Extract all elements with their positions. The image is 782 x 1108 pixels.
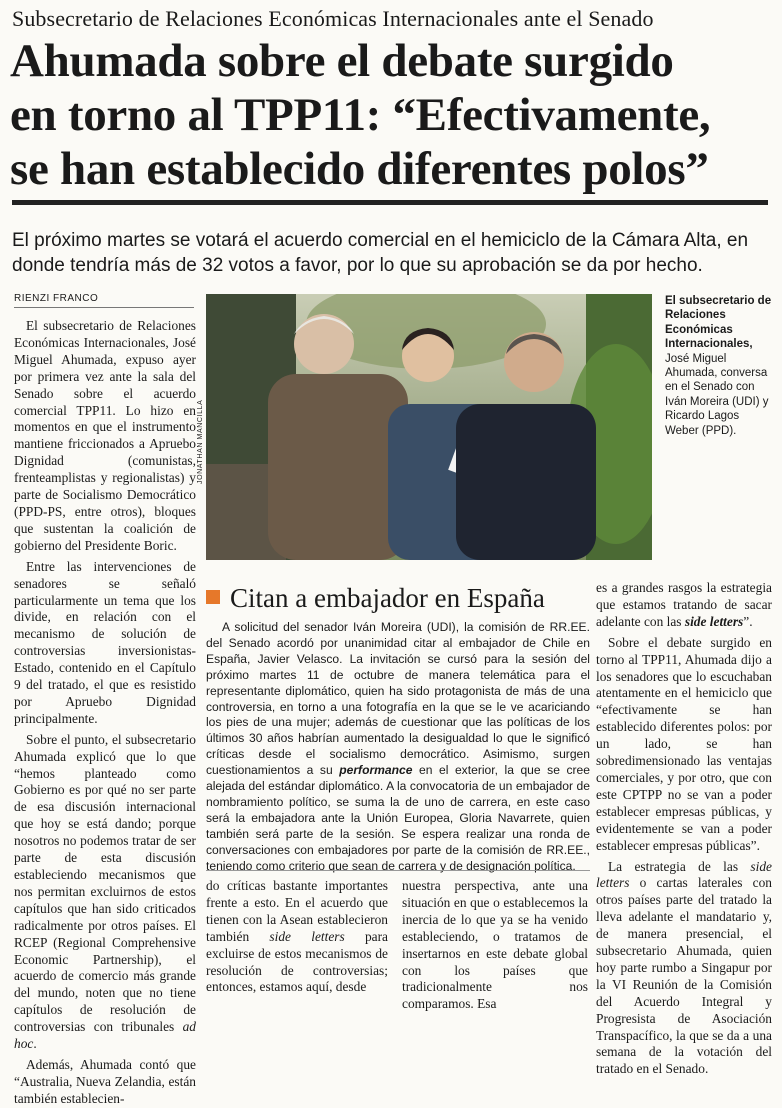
text: para excluirse de estos mecanismos de resolución de controversias; entonces, estamos aquí, desde [206, 928, 388, 995]
paragraph [206, 878, 388, 996]
italic-text: side letters [269, 928, 345, 944]
text: La estrategia de las [608, 858, 739, 874]
headline-rule [12, 200, 768, 205]
paragraph [206, 620, 590, 875]
article-column-1 [14, 318, 196, 1108]
caption-bold: El subsecretario de Relaciones Económicas Internacionales, [665, 295, 772, 351]
article-column-3 [402, 878, 588, 1013]
box-rule [206, 870, 590, 871]
paragraph: Sobre el debate surgido en torno al TPP11, Ahumada dijo a los senadores que lo escuchaban atentamente en el hemiciclo que “efectivamente se han establecido diferentes polos: por un lado, se han sobredimensionado las ventajas comerciales, y por otro, que con este CPTPP no se van a poder establecer empresas públicas, y evidentemente se van a poder establecer empresas públicas”. [596, 634, 772, 853]
italic-text: side letters [684, 613, 744, 629]
article-column-4 [596, 580, 772, 1078]
paragraph [596, 580, 772, 631]
article-column-2 [206, 878, 388, 996]
news-photo [206, 294, 652, 560]
box-text [206, 620, 590, 875]
italic-text: side letters [596, 858, 772, 891]
byline: RIENZI FRANCO [14, 293, 194, 308]
paragraph: El subsecretario de Relaciones Económicas Internacionales, José Miguel Ahumada, expuso ayer por primera vez ante la sala del Senado sobre el acuerdo comercial TPP11. Lo hizo en momentos en que el instrumento mantiene friccionados a Apruebo Dignidad (comunistas, frenteamplistas y regionalistas) y parte de Socialismo Democrático (PPD-PS, entre otros), bloques que sustentan la coalición de gobierno del Presidente Boric. [14, 318, 196, 553]
headline-line: se han establecido diferentes polos” [10, 143, 709, 195]
photo-caption [665, 294, 773, 438]
text: Sobre el punto, el subsecretario Ahumada explicó que lo que “hemos planteado como Gobierno es por qué no ser parte de esa discusión internacional que hoy se está dando; porque nosotros no podemos tratar de ser parte de esta discusión estableciendo mecanismos que nos permitan excluirnos de estos capítulos que han sido criticados radicalmente por otros países. El RCEP (Regional Comprehensive Economic Partnership), el acuerdo de comercio más grande del mundo, noten que no tiene capítulos de resolución de controversias con tribunales [14, 731, 196, 1035]
caption-text: José Miguel Ahumada, conversa en el Senado con Iván Moreira (UDI) y Ricardo Lagos Weber (PPD). [665, 352, 769, 437]
text: A solicitud del senador Iván Moreira (UDI), la comisión de RR.EE. del Senado acordó por unanimidad citar al embajador de Chile en España, Javier Velasco. La invitación se cursó para la sesión del próximo martes 11 de octubre de manera telemática para el representante diplomático, quien ha sido protagonista de más de una controversia, en torno a una fotografía en la que se le ve acariciando los pies de una mujer; además de cuestionar que las políticas de los últimos 30 años habrían aumentado la desigualdad lo que le significó críticas desde el socialismo democrático. Asimismo, surgen cuestionamientos a su [206, 620, 590, 778]
photo-credit: JONATHAN MANCILLA [197, 399, 204, 484]
text: ”. [743, 613, 753, 629]
text: o cartas laterales con otros países parte del tratado la lleva adelante el mandatario y, de manera presencial, el subsecretario Ahumada, quien hoy parte rumbo a Singapur por la VI Reunión de la Comisión del Acuerdo Integral y Progresista de Asociación Transpacífico, la que se da a una semana de la votación del tratado en el Senado. [596, 875, 772, 1077]
text: es a grandes rasgos la estrategia que estamos tratando de sacar adelante con las [596, 580, 772, 629]
headline-line: en torno al TPP11: “Efectivamente, [10, 89, 711, 141]
photo-illustration [206, 294, 652, 560]
italic-text: ad hoc [14, 1019, 196, 1052]
paragraph: Entre las intervenciones de senadores se señaló particularmente un tema que los divide, en relación con el mecanismo de solución de controversias inversionistas-Estado, contenido en el Capítulo 9 del tratado, el que es resistido por Apruebo Dignidad principalmente. [14, 558, 196, 726]
text: en el exterior, la que se cree alejada del estándar diplomático. A la convocatoria de un embajador de nombramiento político, se suma la de uno de carrera, en este caso será la embajadora ante la Unión Europea, Gloria Navarrete, quien también será parte de la sesión. Se espera realizar una ronda de conversaciones con embajadores por parte de la comisión de RR.EE., teniendo como criterio que sean de carrera y de designación política. [206, 763, 590, 873]
text: do críticas bastante importantes frente a esto. En el acuerdo que tienen con la Asean establecieron también [206, 878, 388, 944]
box-title [206, 583, 590, 613]
headline-line: Ahumada sobre el debate surgido [10, 35, 674, 87]
paragraph: nuestra perspectiva, ante una situación en que o establecemos la inercia de lo que ya se ha venido estableciendo, o tratamos de insertarnos en este debate global con los países que tradicionalmente nos comparamos. Esa [402, 878, 588, 1012]
headline [10, 34, 778, 196]
deck: El próximo martes se votará el acuerdo comercial en el hemiciclo de la Cámara Alta, en donde tendría más de 32 votos a favor, por lo que su aprobación se da por hecho. [12, 230, 749, 276]
kicker: Subsecretario de Relaciones Económicas Internacionales ante el Senado [12, 6, 654, 31]
box-title-text: Citan a embajador en España [230, 583, 545, 613]
italic-text: performance [339, 763, 413, 778]
paragraph: Además, Ahumada contó que “Australia, Nueva Zelandia, están también establecien- [14, 1056, 196, 1106]
paragraph: Sobre el punto, el subsecretario Ahumada explicó que lo que “hemos planteado como Gobierno es por qué no ser parte de esa discusión internacional que hoy se está dando; porque nosotros no podemos tratar de ser parte de esta discusión estableciendo mecanismos que nos permitan excluirnos de estos capítulos que han sido criticados radicalmente por otros países. El RCEP (Regional Comprehensive Economic Partnership), el acuerdo de comercio más grande del mundo, noten que no tiene capítulos de resolución de controversias con tribunales ad hoc. [14, 731, 196, 1052]
paragraph [596, 859, 772, 1079]
